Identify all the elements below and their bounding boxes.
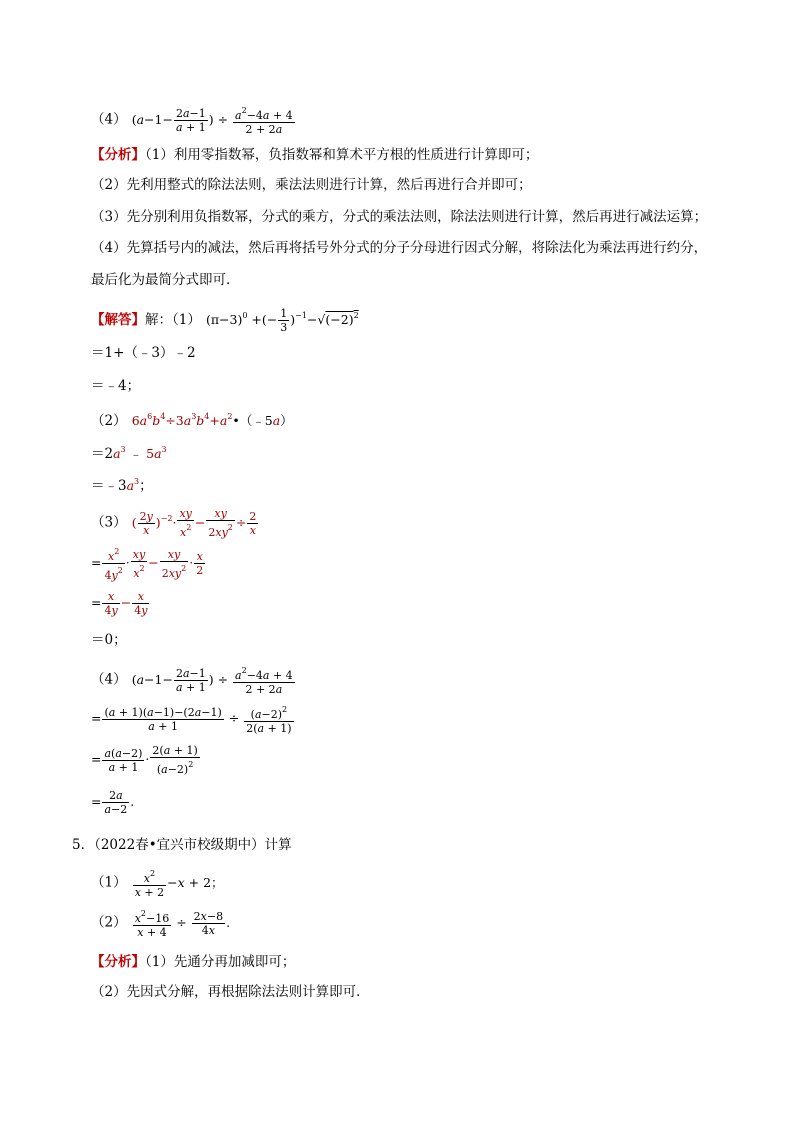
question-5-analysis-tag: 【分析】 bbox=[91, 954, 145, 970]
solution-2-step-3-expr: $a^3$ bbox=[126, 477, 140, 493]
question-5-analysis-line-2: （2）先因式分解，再根据除法法则计算即可． bbox=[91, 984, 370, 1000]
solution-4-step-3: = $\frac{a(a-2)}{a + 1}$ · $\frac{2(a + 1)}{(a-2)^2}$ bbox=[91, 744, 198, 776]
problem-4-label: （4） bbox=[91, 111, 127, 128]
question-5-analysis-1: （1）先通分再加减即可； bbox=[145, 954, 296, 970]
solution-4-line-1 bbox=[91, 664, 296, 696]
problem-4-expression: (a−1− $\frac{2a-1}{a + 1}$ ) ÷ $\frac{a^2-4a + 4}{2 + 2a}$ bbox=[131, 106, 293, 136]
solution-4-label: （4） bbox=[91, 671, 127, 688]
solution-4-expression: (a−1− $\frac{2a-1}{a + 1}$ ) ÷ $\frac{a^2-4a + 4}{2 + 2a}$ bbox=[131, 666, 293, 696]
solution-intro: 解：（1） bbox=[145, 312, 201, 328]
question-5-part-2 bbox=[91, 907, 230, 939]
solution-1-step-2: ＝1+（﹣3）﹣2 bbox=[91, 345, 196, 361]
question-5-header bbox=[72, 836, 292, 853]
solution-2-expression: $6a^6b^4\div 3a^3b^4+a^2•(﹣5a)$ bbox=[131, 412, 293, 428]
analysis-text-1: （1）利用零指数幂，负指数幂和算术平方根的性质进行计算即可； bbox=[145, 147, 539, 163]
solution-line-1 bbox=[91, 307, 359, 334]
solution-3-step-2: = $\frac{x^2}{4y^2}$ · $\frac{xy}{x^2}$ − $\frac{xy}{2xy^2}$ · $\frac{x}{2}$ bbox=[91, 547, 204, 582]
analysis-tag: 【分析】 bbox=[91, 147, 145, 163]
solution-tag: 【解答】 bbox=[91, 312, 145, 328]
solution-2-step-3-prefix: ＝﹣3 bbox=[91, 478, 127, 494]
question-5-part-1-label: （1） bbox=[91, 874, 127, 891]
solution-4-step-4: = $\frac{2a}{a-2}$ . bbox=[91, 789, 135, 816]
solution-2-line-1 bbox=[91, 412, 293, 429]
solution-3-line-1 bbox=[91, 507, 259, 539]
solution-3-step-4: ＝0； bbox=[91, 632, 127, 648]
analysis-line-3: （3）先分别利用负指数幂，分式的乘方，分式的乘法法则，除法法则进行计算，然后再进行减法运算； bbox=[91, 209, 708, 225]
problem-4-line bbox=[91, 104, 296, 136]
analysis-line-2: （2）先利用整式的除法法则，乘法法则进行计算，然后再进行合并即可； bbox=[91, 177, 532, 193]
solution-2-step-2-prefix: ＝2 bbox=[91, 446, 114, 462]
question-5-source: （2022春•宜兴市校级期中）计算 bbox=[94, 837, 292, 853]
solution-2-step-2 bbox=[91, 445, 167, 462]
question-5-part-2-expression: $\frac{x^2-16}{x + 4}$ ÷ $\frac{2x-8}{4x}$ . bbox=[134, 909, 231, 939]
analysis-line-4b: 最后化为最简分式即可． bbox=[91, 272, 240, 288]
solution-2-step-2-expr: $a^3$ ﹣ $5a^3$ bbox=[113, 445, 167, 461]
analysis-line-1 bbox=[91, 146, 538, 163]
solution-3-label: （3） bbox=[91, 514, 127, 531]
solution-4-step-2: = $\frac{(a + 1)(a-1)-(2a-1)}{a + 1}$ ÷ $\frac{(a-2)^2}{2(a + 1)}$ bbox=[91, 705, 292, 735]
solution-1-step-3: ＝﹣4； bbox=[91, 378, 141, 394]
solution-3-step-3: = $\frac{x}{4y}$ − $\frac{x}{4y}$ bbox=[91, 590, 148, 617]
solution-2-step-3 bbox=[91, 477, 153, 494]
question-5-number: 5． bbox=[72, 837, 95, 853]
solution-1-expression: $(\pi-3)^0$ +(− $\frac{1}{3}$ )$^{-1}-√(-2)^2$ bbox=[205, 307, 359, 334]
solution-3-expression: ( $\frac{2y}{x}$ )$^{-2}$· $\frac{xy}{x^2}$ − $\frac{xy}{2xy^2}$ ÷ $\frac{2}{x}$ bbox=[131, 507, 257, 539]
question-5-analysis-line-1 bbox=[91, 953, 295, 970]
solution-2-label: （2） bbox=[91, 413, 127, 429]
solution-2-step-3-semicolon: ； bbox=[139, 478, 153, 494]
question-5-part-2-label: （2） bbox=[91, 914, 127, 931]
question-5-part-1-expression: $\frac{x^2}{x + 2}$ −x + 2； bbox=[134, 869, 224, 899]
analysis-line-4a: （4）先算括号内的减法，然后再将括号外分式的分子分母进行因式分解，将除法化为乘法再进行约分， bbox=[91, 240, 708, 256]
question-5-part-1 bbox=[91, 867, 224, 899]
